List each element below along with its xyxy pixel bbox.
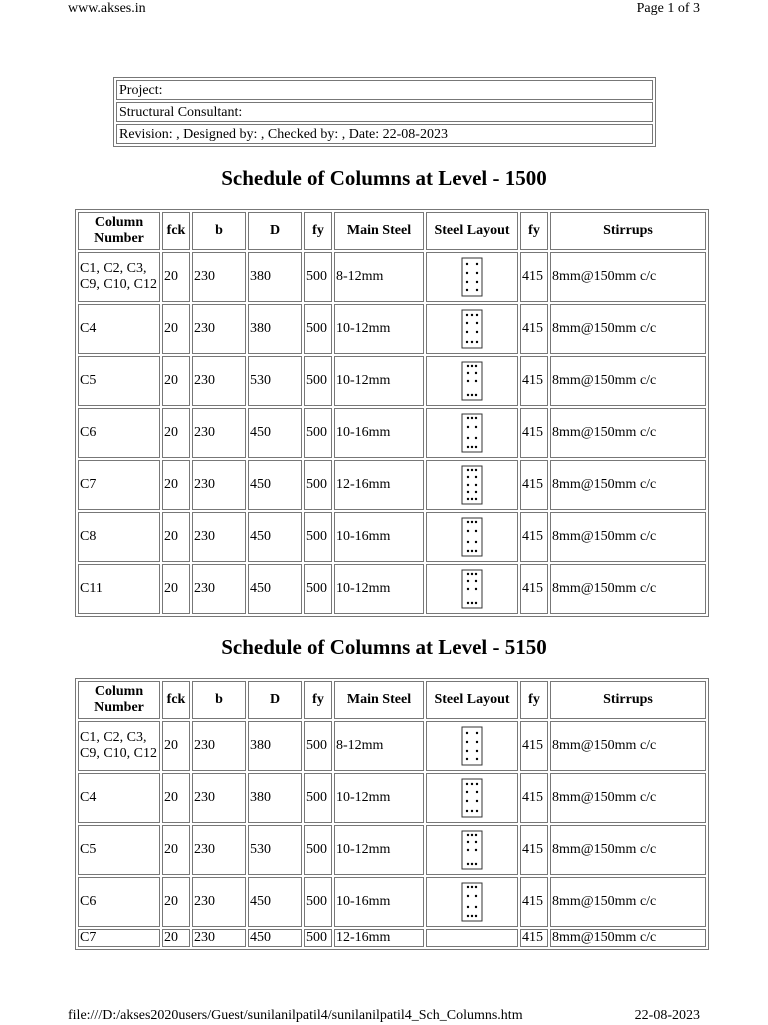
rebar-dot — [471, 365, 473, 367]
fy-cell: 500 — [304, 825, 332, 875]
column-number-cell: C7 — [78, 460, 160, 510]
rebar-dot — [475, 446, 477, 448]
rebar-dot — [475, 394, 477, 396]
stirrups-cell: 8mm@150mm c/c — [550, 252, 706, 302]
fck-cell: 20 — [162, 773, 190, 823]
fy2-cell: 415 — [520, 460, 548, 510]
table-row — [78, 773, 706, 823]
fy2-cell: 415 — [520, 929, 548, 947]
fy2-cell: 415 — [520, 877, 548, 927]
schedule-table — [75, 678, 709, 950]
project-line: Project: — [116, 80, 653, 100]
b-cell: 230 — [192, 304, 246, 354]
d-cell: 450 — [248, 929, 302, 947]
fy2-header: fy — [520, 212, 548, 250]
rebar-dot — [467, 602, 469, 604]
table-row — [78, 252, 706, 302]
steel-layout-cell — [426, 356, 518, 406]
stirrups-cell: 8mm@150mm c/c — [550, 460, 706, 510]
rebar-dot — [467, 550, 469, 552]
rebar-dot — [475, 417, 477, 419]
rebar-dot — [471, 469, 473, 471]
table-header-row — [78, 212, 706, 250]
rebar-dot — [467, 841, 469, 843]
fck-cell: 20 — [162, 460, 190, 510]
steel-layout-icon — [460, 830, 484, 870]
rebar-dot — [467, 834, 469, 836]
d-cell: 530 — [248, 825, 302, 875]
b-cell: 230 — [192, 512, 246, 562]
b-cell: 230 — [192, 825, 246, 875]
col-number-header: Column Number — [78, 681, 160, 719]
steel-layout-icon — [460, 517, 484, 557]
fy-cell: 500 — [304, 460, 332, 510]
rebar-dot — [466, 314, 468, 316]
rebar-dot — [475, 484, 477, 486]
table-row — [78, 721, 706, 771]
rebar-dot — [475, 886, 477, 888]
rebar-dot — [475, 476, 477, 478]
rebar-dot — [466, 758, 468, 760]
d-header: D — [248, 681, 302, 719]
rebar-dot — [467, 498, 469, 500]
rebar-dot — [467, 906, 469, 908]
fck-cell: 20 — [162, 825, 190, 875]
fy-cell: 500 — [304, 304, 332, 354]
fy2-header: fy — [520, 681, 548, 719]
rebar-dot — [466, 322, 468, 324]
rebar-dot — [466, 263, 468, 265]
rebar-dot — [471, 446, 473, 448]
rebar-dot — [466, 281, 468, 283]
rebar-dot — [467, 541, 469, 543]
fck-cell: 20 — [162, 512, 190, 562]
steel-layout-cell — [426, 252, 518, 302]
d-cell: 450 — [248, 512, 302, 562]
main-steel-cell: 12-16mm — [334, 929, 424, 947]
rebar-dot — [476, 322, 478, 324]
table-row — [78, 564, 706, 614]
column-number-cell: C4 — [78, 304, 160, 354]
rebar-dot — [476, 314, 478, 316]
stirrups-cell: 8mm@150mm c/c — [550, 408, 706, 458]
schedule-title: Schedule of Columns at Level - 5150 — [221, 635, 547, 659]
steel-layout-cell — [426, 825, 518, 875]
stirrups-cell: 8mm@150mm c/c — [550, 356, 706, 406]
rebar-dot — [475, 834, 477, 836]
stirrups-cell: 8mm@150mm c/c — [550, 825, 706, 875]
steel-layout-cell — [426, 460, 518, 510]
rebar-dot — [466, 272, 468, 274]
site-url: www.akses.in — [68, 1, 146, 16]
rebar-dot — [471, 521, 473, 523]
rebar-dot — [475, 469, 477, 471]
rebar-dot — [471, 915, 473, 917]
rebar-dot — [471, 886, 473, 888]
rebar-dot — [471, 810, 473, 812]
schedule-table — [75, 209, 709, 617]
rebar-dot — [466, 783, 468, 785]
d-cell: 450 — [248, 408, 302, 458]
rebar-dot — [475, 841, 477, 843]
rebar-dot — [476, 800, 478, 802]
rebar-dot — [471, 834, 473, 836]
steel-layout-header: Steel Layout — [426, 212, 518, 250]
main-steel-cell: 10-12mm — [334, 304, 424, 354]
main-steel-cell: 10-16mm — [334, 512, 424, 562]
main-steel-cell: 8-12mm — [334, 721, 424, 771]
page-number: Page 1 of 3 — [636, 1, 700, 16]
b-cell: 230 — [192, 929, 246, 947]
rebar-dot — [467, 580, 469, 582]
b-cell: 230 — [192, 773, 246, 823]
fck-header: fck — [162, 681, 190, 719]
column-number-cell: C7 — [78, 929, 160, 947]
fy-cell: 500 — [304, 929, 332, 947]
rebar-dot — [466, 810, 468, 812]
rebar-dot — [466, 331, 468, 333]
rebar-dot — [467, 469, 469, 471]
d-cell: 380 — [248, 252, 302, 302]
rebar-dot — [475, 498, 477, 500]
fy-cell: 500 — [304, 773, 332, 823]
rebar-dot — [476, 783, 478, 785]
column-number-cell: C5 — [78, 356, 160, 406]
rebar-dot — [466, 750, 468, 752]
b-cell: 230 — [192, 721, 246, 771]
rebar-dot — [467, 491, 469, 493]
rebar-dot — [476, 272, 478, 274]
fy2-cell: 415 — [520, 512, 548, 562]
stirrups-cell: 8mm@150mm c/c — [550, 721, 706, 771]
rebar-dot — [467, 484, 469, 486]
steel-layout-cell — [426, 408, 518, 458]
table-row — [78, 825, 706, 875]
rebar-dot — [475, 521, 477, 523]
steel-layout-icon — [460, 257, 484, 297]
rebar-dot — [467, 530, 469, 532]
stirrups-header: Stirrups — [550, 212, 706, 250]
rebar-dot — [467, 863, 469, 865]
main-steel-cell: 10-12mm — [334, 773, 424, 823]
fy2-cell: 415 — [520, 252, 548, 302]
rebar-dot — [471, 417, 473, 419]
column-number-cell: C4 — [78, 773, 160, 823]
table-row — [78, 460, 706, 510]
fy-cell: 500 — [304, 252, 332, 302]
schedule-title: Schedule of Columns at Level - 1500 — [221, 166, 547, 190]
column-number-cell: C11 — [78, 564, 160, 614]
rebar-dot — [466, 741, 468, 743]
rebar-dot — [475, 541, 477, 543]
rebar-dot — [467, 476, 469, 478]
rebar-dot — [476, 791, 478, 793]
stirrups-cell: 8mm@150mm c/c — [550, 877, 706, 927]
rebar-dot — [476, 758, 478, 760]
b-cell: 230 — [192, 356, 246, 406]
rebar-dot — [476, 263, 478, 265]
rebar-dot — [466, 791, 468, 793]
fy-header: fy — [304, 681, 332, 719]
d-header: D — [248, 212, 302, 250]
rebar-dot — [467, 426, 469, 428]
column-number-cell: C1, C2, C3, C9, C10, C12 — [78, 252, 160, 302]
rebar-dot — [476, 741, 478, 743]
rebar-dot — [471, 783, 473, 785]
rebar-dot — [476, 810, 478, 812]
steel-layout-icon — [460, 569, 484, 609]
fy-cell: 500 — [304, 408, 332, 458]
fck-cell: 20 — [162, 356, 190, 406]
rebar-dot — [467, 521, 469, 523]
fck-cell: 20 — [162, 252, 190, 302]
rebar-dot — [471, 341, 473, 343]
table-row — [78, 304, 706, 354]
stirrups-cell: 8mm@150mm c/c — [550, 512, 706, 562]
rebar-dot — [475, 906, 477, 908]
d-cell: 380 — [248, 721, 302, 771]
rebar-dot — [471, 498, 473, 500]
table-row — [78, 877, 706, 927]
rebar-dot — [476, 331, 478, 333]
rebar-dot — [471, 394, 473, 396]
steel-layout-icon — [460, 413, 484, 453]
file-path: file:///D:/akses2020users/Guest/sunilanilpatil4/sunilanilpatil4_Sch_Columns.htm — [68, 1008, 523, 1023]
rebar-dot — [475, 550, 477, 552]
steel-layout-cell — [426, 512, 518, 562]
rebar-dot — [471, 573, 473, 575]
rebar-dot — [475, 863, 477, 865]
fy-cell: 500 — [304, 564, 332, 614]
steel-layout-icon — [460, 361, 484, 401]
rebar-dot — [475, 602, 477, 604]
rebar-dot — [475, 588, 477, 590]
rebar-dot — [471, 602, 473, 604]
fy2-cell: 415 — [520, 564, 548, 614]
b-cell: 230 — [192, 460, 246, 510]
main-steel-cell: 10-16mm — [334, 877, 424, 927]
rebar-dot — [476, 281, 478, 283]
fy2-cell: 415 — [520, 356, 548, 406]
fck-cell: 20 — [162, 564, 190, 614]
steel-layout-icon — [460, 465, 484, 505]
print-date: 22-08-2023 — [634, 1008, 700, 1023]
rebar-dot — [467, 895, 469, 897]
d-cell: 450 — [248, 564, 302, 614]
rebar-dot — [475, 895, 477, 897]
stirrups-cell: 8mm@150mm c/c — [550, 564, 706, 614]
d-cell: 380 — [248, 773, 302, 823]
rebar-dot — [467, 372, 469, 374]
fck-cell: 20 — [162, 304, 190, 354]
main-steel-cell: 10-16mm — [334, 408, 424, 458]
rebar-dot — [476, 732, 478, 734]
table-row — [78, 512, 706, 562]
rebar-dot — [467, 915, 469, 917]
fck-cell: 20 — [162, 721, 190, 771]
stirrups-cell: 8mm@150mm c/c — [550, 929, 706, 947]
rebar-dot — [466, 732, 468, 734]
rebar-dot — [467, 573, 469, 575]
rebar-dot — [475, 915, 477, 917]
column-number-cell: C6 — [78, 877, 160, 927]
d-cell: 450 — [248, 460, 302, 510]
steel-layout-cell — [426, 564, 518, 614]
fy-cell: 500 — [304, 877, 332, 927]
fy-cell: 500 — [304, 721, 332, 771]
fy2-cell: 415 — [520, 304, 548, 354]
column-number-cell: C1, C2, C3, C9, C10, C12 — [78, 721, 160, 771]
steel-layout-icon — [460, 726, 484, 766]
rebar-dot — [467, 588, 469, 590]
column-number-cell: C8 — [78, 512, 160, 562]
table-row — [78, 929, 706, 947]
fy2-cell: 415 — [520, 825, 548, 875]
b-header: b — [192, 681, 246, 719]
b-cell: 230 — [192, 564, 246, 614]
table-row — [78, 356, 706, 406]
fy2-cell: 415 — [520, 721, 548, 771]
consultant-line: Structural Consultant: — [116, 102, 653, 122]
rebar-dot — [466, 800, 468, 802]
rebar-dot — [467, 394, 469, 396]
main-steel-header: Main Steel — [334, 212, 424, 250]
rebar-dot — [466, 341, 468, 343]
rebar-dot — [471, 314, 473, 316]
rebar-dot — [467, 437, 469, 439]
table-header-row — [78, 681, 706, 719]
rebar-dot — [467, 886, 469, 888]
steel-layout-cell — [426, 304, 518, 354]
column-number-cell: C6 — [78, 408, 160, 458]
d-cell: 450 — [248, 877, 302, 927]
d-cell: 530 — [248, 356, 302, 406]
d-cell: 380 — [248, 304, 302, 354]
steel-layout-header: Steel Layout — [426, 681, 518, 719]
steel-layout-cell — [426, 773, 518, 823]
b-cell: 230 — [192, 408, 246, 458]
rebar-dot — [476, 289, 478, 291]
b-cell: 230 — [192, 252, 246, 302]
rebar-dot — [476, 341, 478, 343]
fy-header: fy — [304, 212, 332, 250]
rebar-dot — [467, 417, 469, 419]
steel-layout-cell — [426, 721, 518, 771]
fck-cell: 20 — [162, 877, 190, 927]
fy-cell: 500 — [304, 356, 332, 406]
rebar-dot — [475, 573, 477, 575]
rebar-dot — [475, 530, 477, 532]
stirrups-cell: 8mm@150mm c/c — [550, 773, 706, 823]
steel-layout-icon — [460, 882, 484, 922]
fck-cell: 20 — [162, 929, 190, 947]
fy2-cell: 415 — [520, 408, 548, 458]
rebar-dot — [475, 437, 477, 439]
b-cell: 230 — [192, 877, 246, 927]
steel-layout-icon — [460, 309, 484, 349]
main-steel-header: Main Steel — [334, 681, 424, 719]
main-steel-cell: 10-12mm — [334, 564, 424, 614]
project-info-table — [113, 77, 656, 147]
main-steel-cell: 10-12mm — [334, 825, 424, 875]
rebar-dot — [471, 550, 473, 552]
steel-layout-cell — [426, 929, 518, 947]
steel-layout-cell — [426, 877, 518, 927]
rebar-dot — [476, 750, 478, 752]
main-steel-cell: 8-12mm — [334, 252, 424, 302]
main-steel-cell: 10-12mm — [334, 356, 424, 406]
stirrups-cell: 8mm@150mm c/c — [550, 304, 706, 354]
b-header: b — [192, 212, 246, 250]
fy-cell: 500 — [304, 512, 332, 562]
rebar-dot — [466, 289, 468, 291]
fck-header: fck — [162, 212, 190, 250]
rebar-dot — [467, 849, 469, 851]
table-row — [78, 408, 706, 458]
col-number-header: Column Number — [78, 212, 160, 250]
fy2-cell: 415 — [520, 773, 548, 823]
rebar-dot — [475, 849, 477, 851]
main-steel-cell: 12-16mm — [334, 460, 424, 510]
rebar-dot — [475, 380, 477, 382]
fck-cell: 20 — [162, 408, 190, 458]
rebar-dot — [475, 426, 477, 428]
rebar-dot — [467, 380, 469, 382]
rebar-dot — [475, 491, 477, 493]
rebar-dot — [475, 580, 477, 582]
stirrups-header: Stirrups — [550, 681, 706, 719]
column-number-cell: C5 — [78, 825, 160, 875]
revision-line: Revision: , Designed by: , Checked by: , Date: 22-08-2023 — [116, 124, 653, 144]
rebar-dot — [467, 365, 469, 367]
rebar-dot — [475, 372, 477, 374]
steel-layout-icon — [460, 778, 484, 818]
rebar-dot — [471, 863, 473, 865]
rebar-dot — [475, 365, 477, 367]
rebar-dot — [467, 446, 469, 448]
